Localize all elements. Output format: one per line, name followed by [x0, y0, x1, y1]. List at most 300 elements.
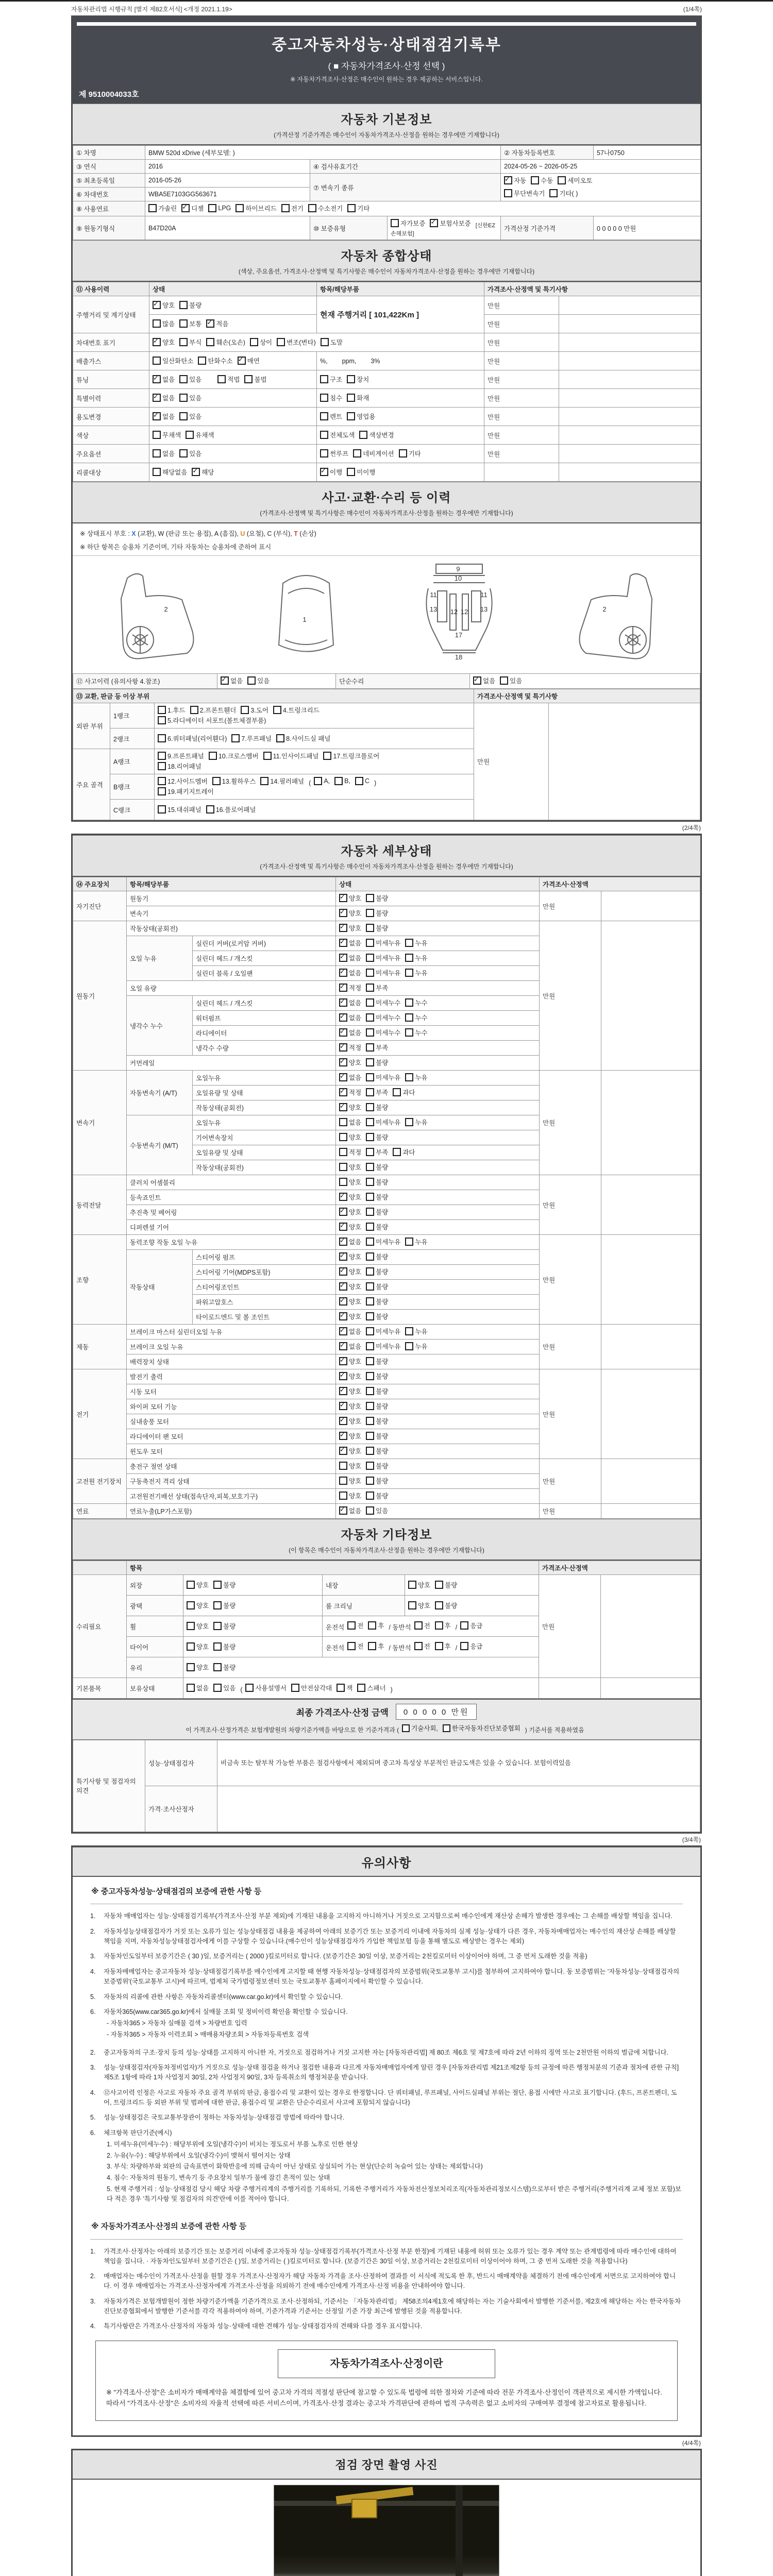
checkbox-양호[interactable] [339, 1267, 361, 1276]
unchecked-checkbox-icon[interactable] [366, 1013, 374, 1022]
unchecked-checkbox-icon[interactable] [244, 375, 253, 383]
checked-checkbox-icon[interactable] [339, 1357, 347, 1365]
unchecked-checkbox-icon[interactable] [187, 1663, 195, 1671]
checked-checkbox-icon[interactable] [221, 676, 229, 685]
checkbox-양호[interactable] [339, 1371, 361, 1381]
checkbox-부족[interactable] [366, 1088, 388, 1097]
checkbox-2.프론트휀더[interactable] [190, 705, 237, 715]
unchecked-checkbox-icon[interactable] [393, 1088, 401, 1096]
checkbox-불량[interactable] [366, 923, 388, 933]
checkbox-미세누유[interactable] [366, 953, 400, 962]
unchecked-checkbox-icon[interactable] [339, 1178, 347, 1186]
unchecked-checkbox-icon[interactable] [460, 1621, 468, 1630]
checkbox-15.대쉬패널[interactable] [158, 805, 201, 814]
checked-checkbox-icon[interactable] [339, 1506, 347, 1515]
unchecked-checkbox-icon[interactable] [405, 1073, 413, 1081]
checkbox-양호[interactable] [339, 1297, 361, 1306]
checked-checkbox-icon[interactable] [339, 1103, 347, 1111]
checkbox-수소전기[interactable] [308, 204, 343, 213]
unchecked-checkbox-icon[interactable] [179, 394, 188, 402]
unchecked-checkbox-icon[interactable] [153, 357, 161, 365]
unchecked-checkbox-icon[interactable] [339, 1477, 347, 1485]
checkbox-가솔린[interactable] [148, 204, 177, 213]
checkbox-없음[interactable] [339, 998, 361, 1007]
unchecked-checkbox-icon[interactable] [334, 777, 343, 785]
checkbox-색상변경[interactable] [359, 430, 394, 439]
checkbox-없음[interactable] [221, 676, 243, 685]
unchecked-checkbox-icon[interactable] [179, 412, 188, 420]
checkbox-영업용[interactable] [347, 412, 375, 421]
checkbox-적음[interactable] [206, 319, 228, 328]
checkbox-있음[interactable] [179, 393, 201, 402]
unchecked-checkbox-icon[interactable] [366, 1402, 374, 1410]
unchecked-checkbox-icon[interactable] [187, 1642, 195, 1651]
checkbox-후[interactable] [435, 1641, 451, 1651]
checkbox-불량[interactable] [366, 1162, 388, 1172]
checked-checkbox-icon[interactable] [320, 468, 328, 476]
checkbox-불량[interactable] [366, 1312, 388, 1321]
checkbox-양호[interactable] [339, 1476, 361, 1485]
checkbox-12.사이드멤버[interactable] [158, 776, 208, 786]
unchecked-checkbox-icon[interactable] [366, 909, 374, 917]
unchecked-checkbox-icon[interactable] [366, 1133, 374, 1141]
unchecked-checkbox-icon[interactable] [231, 734, 240, 742]
checkbox-안전삼각대[interactable] [291, 1683, 332, 1692]
checkbox-해당없음[interactable] [153, 467, 187, 477]
checkbox-불량[interactable] [213, 1601, 236, 1610]
unchecked-checkbox-icon[interactable] [339, 1133, 347, 1141]
checked-checkbox-icon[interactable] [206, 319, 214, 328]
unchecked-checkbox-icon[interactable] [366, 1432, 374, 1440]
unchecked-checkbox-icon[interactable] [366, 1208, 374, 1216]
unchecked-checkbox-icon[interactable] [339, 1163, 347, 1171]
checkbox-양호[interactable] [339, 923, 361, 933]
unchecked-checkbox-icon[interactable] [366, 1028, 374, 1037]
checkbox-하이브리드[interactable] [236, 204, 276, 213]
unchecked-checkbox-icon[interactable] [250, 338, 258, 346]
checkbox-없음[interactable] [339, 1073, 361, 1082]
unchecked-checkbox-icon[interactable] [158, 752, 166, 760]
unchecked-checkbox-icon[interactable] [187, 1581, 195, 1589]
checkbox-14.필러패널[interactable] [260, 776, 304, 786]
unchecked-checkbox-icon[interactable] [158, 734, 166, 742]
checked-checkbox-icon[interactable] [339, 1387, 347, 1395]
unchecked-checkbox-icon[interactable] [368, 1621, 376, 1630]
checkbox-미세누유[interactable] [366, 1073, 400, 1082]
checkbox-미세누유[interactable] [366, 938, 400, 947]
checked-checkbox-icon[interactable] [504, 176, 512, 184]
checkbox-적법[interactable] [217, 375, 240, 384]
checked-checkbox-icon[interactable] [153, 412, 161, 420]
checkbox-적정[interactable] [339, 983, 361, 992]
unchecked-checkbox-icon[interactable] [366, 1417, 374, 1425]
unchecked-checkbox-icon[interactable] [355, 777, 363, 785]
unchecked-checkbox-icon[interactable] [323, 752, 331, 760]
checkbox-양호[interactable] [339, 1491, 361, 1500]
unchecked-checkbox-icon[interactable] [339, 1462, 347, 1470]
checkbox-렌트[interactable] [320, 412, 342, 421]
unchecked-checkbox-icon[interactable] [245, 1684, 254, 1692]
unchecked-checkbox-icon[interactable] [405, 998, 413, 1007]
checked-checkbox-icon[interactable] [153, 301, 161, 309]
unchecked-checkbox-icon[interactable] [366, 1387, 374, 1395]
checkbox-미세누유[interactable] [366, 968, 400, 977]
unchecked-checkbox-icon[interactable] [366, 1058, 374, 1066]
checkbox-양호[interactable] [339, 1207, 361, 1216]
checkbox-양호[interactable] [339, 1222, 361, 1231]
unchecked-checkbox-icon[interactable] [368, 1642, 376, 1650]
checkbox-전기[interactable] [281, 204, 304, 213]
unchecked-checkbox-icon[interactable] [314, 777, 322, 785]
checkbox-일산화탄소[interactable] [153, 356, 193, 365]
checkbox-양호[interactable] [339, 1192, 361, 1201]
checkbox-9.프론트패널[interactable] [158, 751, 204, 760]
unchecked-checkbox-icon[interactable] [212, 777, 221, 785]
checkbox-적정[interactable] [339, 1088, 361, 1097]
checkbox-기타[interactable] [399, 449, 421, 458]
checked-checkbox-icon[interactable] [339, 1088, 347, 1096]
checkbox-불량[interactable] [366, 1461, 388, 1470]
unchecked-checkbox-icon[interactable] [366, 924, 374, 932]
unchecked-checkbox-icon[interactable] [339, 1118, 347, 1126]
unchecked-checkbox-icon[interactable] [347, 1642, 356, 1650]
unchecked-checkbox-icon[interactable] [366, 998, 374, 1007]
checkbox-양호[interactable] [339, 1416, 361, 1426]
unchecked-checkbox-icon[interactable] [347, 204, 356, 212]
checkbox-없음[interactable] [339, 1013, 361, 1022]
checkbox-전[interactable] [414, 1621, 430, 1630]
unchecked-checkbox-icon[interactable] [408, 1601, 416, 1609]
checkbox-양호[interactable] [339, 893, 361, 903]
checkbox-누수[interactable] [405, 1013, 427, 1022]
checkbox-누유[interactable] [405, 968, 427, 977]
unchecked-checkbox-icon[interactable] [405, 954, 413, 962]
unchecked-checkbox-icon[interactable] [213, 1663, 222, 1671]
checkbox-침수[interactable] [320, 393, 342, 402]
checkbox-무채색[interactable] [153, 430, 181, 439]
unchecked-checkbox-icon[interactable] [366, 1282, 374, 1291]
checkbox-과다[interactable] [393, 1088, 415, 1097]
checked-checkbox-icon[interactable] [339, 1342, 347, 1350]
checkbox-있음[interactable] [179, 449, 201, 458]
unchecked-checkbox-icon[interactable] [366, 1506, 374, 1515]
unchecked-checkbox-icon[interactable] [366, 1372, 374, 1380]
unchecked-checkbox-icon[interactable] [347, 394, 355, 402]
checked-checkbox-icon[interactable] [339, 1267, 347, 1276]
checked-checkbox-icon[interactable] [339, 1432, 347, 1440]
checkbox-1.후드[interactable] [158, 705, 186, 715]
checkbox-부족[interactable] [366, 1147, 388, 1157]
checkbox-장치[interactable] [347, 375, 369, 384]
unchecked-checkbox-icon[interactable] [291, 1684, 299, 1692]
checked-checkbox-icon[interactable] [153, 375, 161, 383]
checked-checkbox-icon[interactable] [181, 204, 190, 212]
checkbox-훼손(오손)[interactable] [206, 337, 245, 347]
checked-checkbox-icon[interactable] [339, 939, 347, 947]
checkbox-불량[interactable] [366, 1207, 388, 1216]
unchecked-checkbox-icon[interactable] [320, 394, 328, 402]
unchecked-checkbox-icon[interactable] [236, 204, 244, 212]
unchecked-checkbox-icon[interactable] [549, 189, 558, 197]
checkbox-누유[interactable] [405, 1342, 427, 1351]
checkbox-6.쿼터패널(리어휀다)[interactable] [158, 734, 227, 743]
unchecked-checkbox-icon[interactable] [500, 676, 508, 685]
checkbox-매연[interactable] [238, 356, 260, 365]
unchecked-checkbox-icon[interactable] [337, 1684, 345, 1692]
checkbox-불량[interactable] [366, 1058, 388, 1067]
checked-checkbox-icon[interactable] [339, 1252, 347, 1261]
checkbox-양호[interactable] [339, 1431, 361, 1440]
unchecked-checkbox-icon[interactable] [460, 1642, 468, 1650]
checkbox-미세누수[interactable] [366, 1028, 400, 1037]
checkbox-없음[interactable] [153, 449, 175, 458]
unchecked-checkbox-icon[interactable] [405, 1013, 413, 1022]
checked-checkbox-icon[interactable] [339, 1058, 347, 1066]
unchecked-checkbox-icon[interactable] [435, 1581, 443, 1589]
unchecked-checkbox-icon[interactable] [366, 1193, 374, 1201]
checkbox-있음[interactable] [179, 375, 201, 384]
checked-checkbox-icon[interactable] [339, 924, 347, 932]
checkbox-미이행[interactable] [347, 467, 375, 477]
checkbox-미세누유[interactable] [366, 1327, 400, 1336]
checkbox-양호[interactable] [187, 1580, 209, 1589]
checked-checkbox-icon[interactable] [339, 1297, 347, 1306]
unchecked-checkbox-icon[interactable] [366, 1312, 374, 1320]
unchecked-checkbox-icon[interactable] [414, 1621, 423, 1630]
checkbox-있음[interactable] [179, 412, 201, 421]
checked-checkbox-icon[interactable] [339, 1447, 347, 1455]
unchecked-checkbox-icon[interactable] [504, 189, 512, 197]
checkbox-불량[interactable] [366, 1357, 388, 1366]
unchecked-checkbox-icon[interactable] [158, 777, 166, 785]
checkbox-있음[interactable] [500, 676, 522, 685]
checkbox-불량[interactable] [366, 1267, 388, 1276]
unchecked-checkbox-icon[interactable] [391, 219, 399, 227]
checkbox-전[interactable] [347, 1641, 363, 1651]
unchecked-checkbox-icon[interactable] [153, 449, 161, 457]
checked-checkbox-icon[interactable] [192, 468, 200, 476]
unchecked-checkbox-icon[interactable] [281, 204, 290, 212]
checkbox-네비게이션[interactable] [353, 449, 394, 458]
checked-checkbox-icon[interactable] [238, 357, 246, 365]
checked-checkbox-icon[interactable] [339, 909, 347, 917]
unchecked-checkbox-icon[interactable] [366, 1073, 374, 1081]
unchecked-checkbox-icon[interactable] [366, 1103, 374, 1111]
unchecked-checkbox-icon[interactable] [320, 431, 328, 439]
unchecked-checkbox-icon[interactable] [276, 734, 284, 742]
checked-checkbox-icon[interactable] [339, 1282, 347, 1291]
unchecked-checkbox-icon[interactable] [393, 1148, 401, 1156]
checked-checkbox-icon[interactable] [339, 1238, 347, 1246]
checkbox-누유[interactable] [405, 1237, 427, 1246]
checkbox-누유[interactable] [405, 938, 427, 947]
checkbox-한국자동차진단보증협회[interactable] [443, 1723, 520, 1733]
checkbox-불량[interactable] [213, 1621, 236, 1631]
checkbox-자가보증[interactable] [391, 218, 425, 228]
checkbox-누수[interactable] [405, 998, 427, 1007]
checkbox-보통[interactable] [179, 319, 201, 328]
unchecked-checkbox-icon[interactable] [213, 1601, 222, 1609]
unchecked-checkbox-icon[interactable] [206, 805, 214, 814]
unchecked-checkbox-icon[interactable] [366, 954, 374, 962]
checkbox-불량[interactable] [366, 1222, 388, 1231]
checkbox-양호[interactable] [187, 1663, 209, 1672]
checked-checkbox-icon[interactable] [339, 1223, 347, 1231]
checkbox-불량[interactable] [366, 1416, 388, 1426]
checkbox-과다[interactable] [393, 1147, 415, 1157]
checkbox-불량[interactable] [366, 1252, 388, 1261]
checked-checkbox-icon[interactable] [339, 1327, 347, 1335]
unchecked-checkbox-icon[interactable] [198, 357, 206, 365]
checkbox-C[interactable] [355, 777, 369, 785]
checkbox-이행[interactable] [320, 467, 342, 477]
checkbox-양호[interactable] [339, 1252, 361, 1261]
checkbox-후[interactable] [435, 1621, 451, 1630]
checkbox-18.리어패널[interactable] [158, 761, 201, 771]
checkbox-미세누수[interactable] [366, 1013, 400, 1022]
checkbox-응급[interactable] [460, 1641, 482, 1651]
checked-checkbox-icon[interactable] [339, 1312, 347, 1320]
unchecked-checkbox-icon[interactable] [558, 176, 566, 184]
unchecked-checkbox-icon[interactable] [273, 706, 281, 714]
checkbox-양호[interactable] [408, 1580, 430, 1589]
checkbox-누유[interactable] [405, 1073, 427, 1082]
checkbox-기술사회,[interactable] [402, 1723, 438, 1733]
checkbox-미세누유[interactable] [366, 1117, 400, 1127]
checkbox-미세누유[interactable] [366, 1342, 400, 1351]
checkbox-양호[interactable] [339, 1461, 361, 1470]
checkbox-있음[interactable] [247, 676, 270, 685]
unchecked-checkbox-icon[interactable] [366, 1223, 374, 1231]
checkbox-후[interactable] [368, 1621, 384, 1630]
checkbox-양호[interactable] [339, 1357, 361, 1366]
unchecked-checkbox-icon[interactable] [347, 1621, 356, 1630]
checked-checkbox-icon[interactable] [430, 219, 438, 227]
unchecked-checkbox-icon[interactable] [366, 1477, 374, 1485]
checkbox-구조[interactable] [320, 375, 342, 384]
unchecked-checkbox-icon[interactable] [158, 787, 166, 795]
unchecked-checkbox-icon[interactable] [405, 939, 413, 947]
unchecked-checkbox-icon[interactable] [217, 375, 226, 383]
unchecked-checkbox-icon[interactable] [366, 1118, 374, 1126]
unchecked-checkbox-icon[interactable] [320, 375, 328, 383]
checked-checkbox-icon[interactable] [339, 1073, 347, 1081]
unchecked-checkbox-icon[interactable] [366, 1342, 374, 1350]
checkbox-있음[interactable] [366, 1506, 388, 1515]
unchecked-checkbox-icon[interactable] [366, 1267, 374, 1276]
checkbox-누유[interactable] [405, 953, 427, 962]
unchecked-checkbox-icon[interactable] [366, 1357, 374, 1365]
checkbox-LPG[interactable] [208, 204, 231, 212]
checkbox-13.휠하우스[interactable] [212, 776, 256, 786]
checkbox-양호[interactable] [339, 1132, 361, 1142]
unchecked-checkbox-icon[interactable] [277, 338, 285, 346]
unchecked-checkbox-icon[interactable] [209, 752, 217, 760]
checkbox-사용설명서[interactable] [245, 1683, 286, 1692]
checked-checkbox-icon[interactable] [339, 984, 347, 992]
checkbox-양호[interactable] [339, 1386, 361, 1396]
unchecked-checkbox-icon[interactable] [405, 1238, 413, 1246]
unchecked-checkbox-icon[interactable] [405, 1342, 413, 1350]
unchecked-checkbox-icon[interactable] [366, 1462, 374, 1470]
unchecked-checkbox-icon[interactable] [187, 1601, 195, 1609]
checked-checkbox-icon[interactable] [339, 998, 347, 1007]
checkbox-변조(변타)[interactable] [277, 337, 316, 347]
unchecked-checkbox-icon[interactable] [531, 176, 539, 184]
checkbox-유채색[interactable] [186, 430, 214, 439]
checkbox-기타[interactable] [347, 204, 369, 213]
checkbox-부족[interactable] [366, 983, 388, 992]
unchecked-checkbox-icon[interactable] [366, 1297, 374, 1306]
checkbox-불량[interactable] [435, 1601, 457, 1610]
unchecked-checkbox-icon[interactable] [179, 319, 188, 328]
unchecked-checkbox-icon[interactable] [260, 777, 268, 785]
checkbox-16.플로어패널[interactable] [206, 805, 256, 814]
checkbox-부식[interactable] [179, 337, 201, 347]
unchecked-checkbox-icon[interactable] [366, 1163, 374, 1171]
checkbox-보험사보증[interactable] [430, 218, 470, 228]
checkbox-불량[interactable] [366, 1491, 388, 1500]
checkbox-탄화수소[interactable] [198, 356, 232, 365]
unchecked-checkbox-icon[interactable] [153, 431, 161, 439]
unchecked-checkbox-icon[interactable] [320, 449, 328, 457]
checkbox-적정[interactable] [339, 1147, 361, 1157]
checkbox-미세누수[interactable] [366, 998, 400, 1007]
checkbox-전[interactable] [414, 1641, 430, 1651]
unchecked-checkbox-icon[interactable] [206, 338, 214, 346]
checkbox-불량[interactable] [435, 1580, 457, 1589]
checked-checkbox-icon[interactable] [153, 394, 161, 402]
checkbox-17.트렁크플로어[interactable] [323, 751, 379, 760]
unchecked-checkbox-icon[interactable] [402, 1724, 410, 1732]
checkbox-스패너[interactable] [357, 1683, 385, 1692]
unchecked-checkbox-icon[interactable] [435, 1601, 443, 1609]
checked-checkbox-icon[interactable] [339, 1043, 347, 1052]
checkbox-응급[interactable] [460, 1621, 482, 1630]
checkbox-불량[interactable] [366, 1476, 388, 1485]
unchecked-checkbox-icon[interactable] [208, 204, 216, 212]
checkbox-양호[interactable] [339, 1162, 361, 1172]
checkbox-세미오토[interactable] [558, 176, 592, 185]
checkbox-불량[interactable] [366, 1282, 388, 1291]
checkbox-없음[interactable] [339, 1327, 361, 1336]
checked-checkbox-icon[interactable] [339, 1028, 347, 1037]
checkbox-없음[interactable] [339, 1117, 361, 1127]
unchecked-checkbox-icon[interactable] [405, 1118, 413, 1126]
unchecked-checkbox-icon[interactable] [320, 412, 328, 420]
unchecked-checkbox-icon[interactable] [187, 1684, 195, 1692]
unchecked-checkbox-icon[interactable] [366, 1447, 374, 1455]
unchecked-checkbox-icon[interactable] [435, 1642, 443, 1650]
checkbox-없음[interactable] [339, 953, 361, 962]
checkbox-불량[interactable] [213, 1580, 236, 1589]
checkbox-없음[interactable] [473, 676, 495, 685]
checked-checkbox-icon[interactable] [339, 1402, 347, 1410]
checkbox-4.트렁크리드[interactable] [273, 705, 320, 715]
checkbox-11.인사이드패널[interactable] [263, 751, 319, 760]
unchecked-checkbox-icon[interactable] [408, 1581, 416, 1589]
checkbox-5.라디에이터 서포트(볼트체결부품)[interactable] [158, 716, 266, 725]
checkbox-화재[interactable] [347, 393, 369, 402]
unchecked-checkbox-icon[interactable] [405, 1028, 413, 1037]
checkbox-불량[interactable] [366, 1386, 388, 1396]
checked-checkbox-icon[interactable] [339, 1208, 347, 1216]
checkbox-불량[interactable] [366, 893, 388, 903]
unchecked-checkbox-icon[interactable] [366, 969, 374, 977]
unchecked-checkbox-icon[interactable] [353, 449, 361, 457]
checkbox-10.크로스멤버[interactable] [209, 751, 259, 760]
checkbox-자동[interactable] [504, 176, 526, 185]
